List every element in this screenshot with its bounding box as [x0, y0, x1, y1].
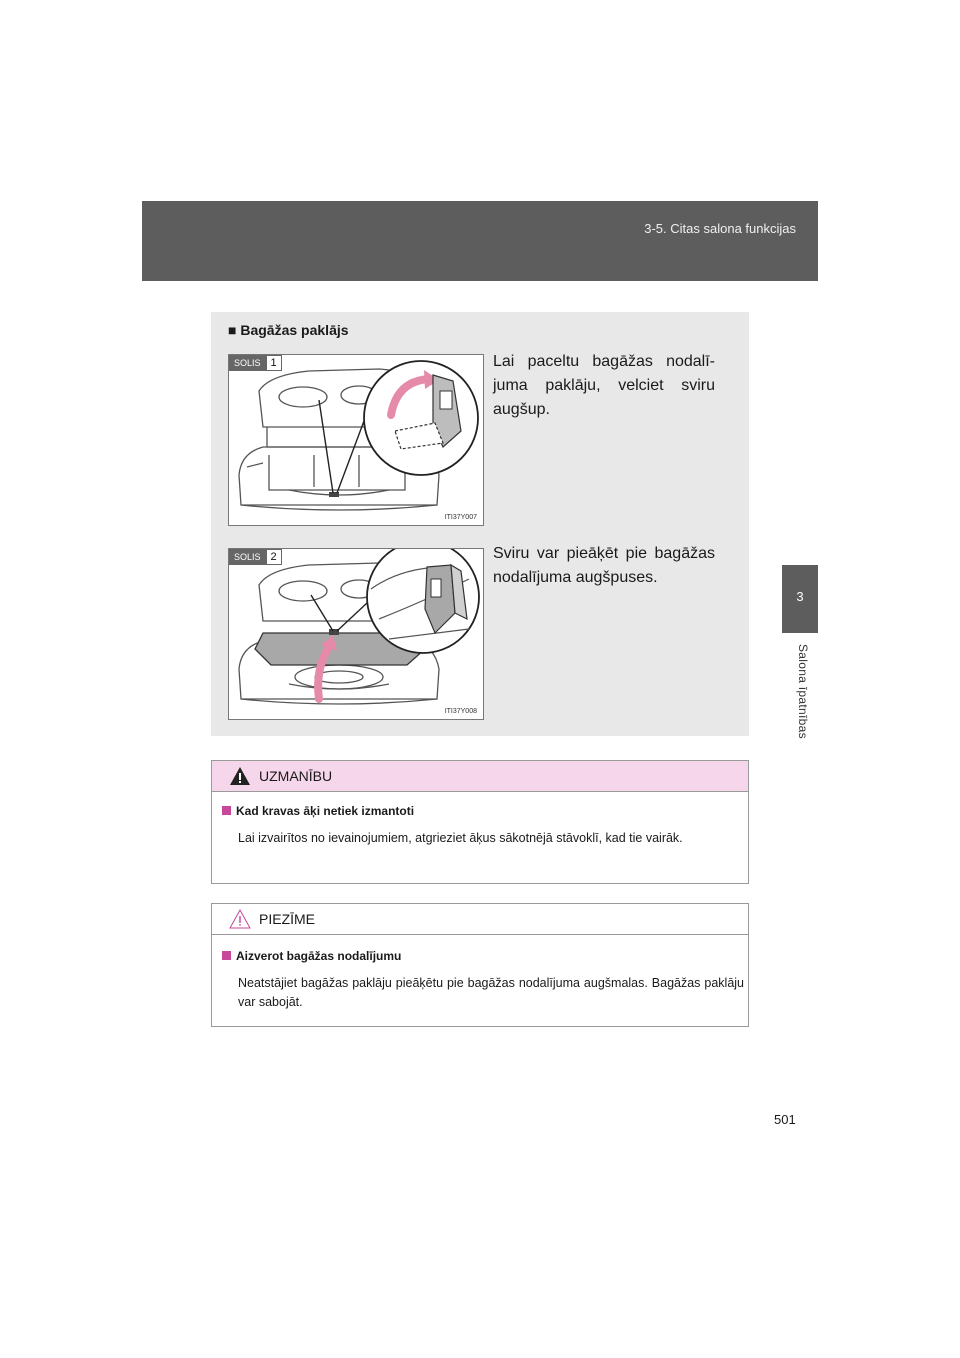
caution-label: UZMANĪBU: [259, 768, 333, 784]
notice-subheading: Aizverot bagāžas nodalījumu: [222, 949, 401, 963]
notice-header: [212, 904, 748, 935]
chapter-tab: 3: [782, 565, 818, 633]
image-code: ITI37Y008: [444, 708, 477, 715]
notice-triangle-icon: [229, 909, 251, 929]
warning-icon: [229, 766, 251, 786]
step-2-text: Sviru var pieāķēt pie bagāžas nodalījuma augšpuses.: [493, 545, 715, 586]
notice-box: [211, 903, 749, 1027]
step-2-illustration: [228, 548, 484, 720]
caution-body: Lai izvairītos no ievainojumiem, atgrieziet āķus sākotnējā stāvoklī, kad tie vairāk.: [238, 831, 683, 845]
step-1-text: Lai paceltu bagāžas nodalījuma paklāju, velciet sviru augšup.: [493, 353, 715, 418]
chapter-label: Salona īpatnības: [796, 644, 810, 739]
page-number: 501: [774, 1112, 796, 1127]
bullet-square-icon: [222, 951, 231, 960]
step-1-badge: SOLIS 1: [229, 355, 282, 371]
trunk-open-illustration: [229, 355, 484, 526]
bullet-square-icon: [222, 806, 231, 815]
trunk-mat-lifted-illustration: [229, 549, 484, 720]
bullet-square-icon: ■: [228, 322, 241, 338]
header-bar: [142, 201, 818, 281]
section-title: 3-5. Citas salona funkcijas: [644, 221, 796, 236]
step-2-badge: SOLIS 2: [229, 549, 282, 565]
caution-header: [212, 761, 748, 792]
image-code: ITI37Y007: [444, 514, 477, 521]
caution-box: [211, 760, 749, 884]
caution-subheading: Kad kravas āķi netiek izmantoti: [222, 804, 414, 818]
feature-heading: ■ Bagāžas paklājs: [228, 322, 349, 338]
notice-body: Neatstājiet bagāžas paklāju pieāķētu pie bagāžas nodalījuma augšmalas. Bagāžas paklāju var sabojāt.: [238, 976, 744, 1009]
notice-label: PIEZĪME: [259, 911, 316, 927]
step-1-illustration: [228, 354, 484, 526]
feature-section: [211, 312, 749, 736]
